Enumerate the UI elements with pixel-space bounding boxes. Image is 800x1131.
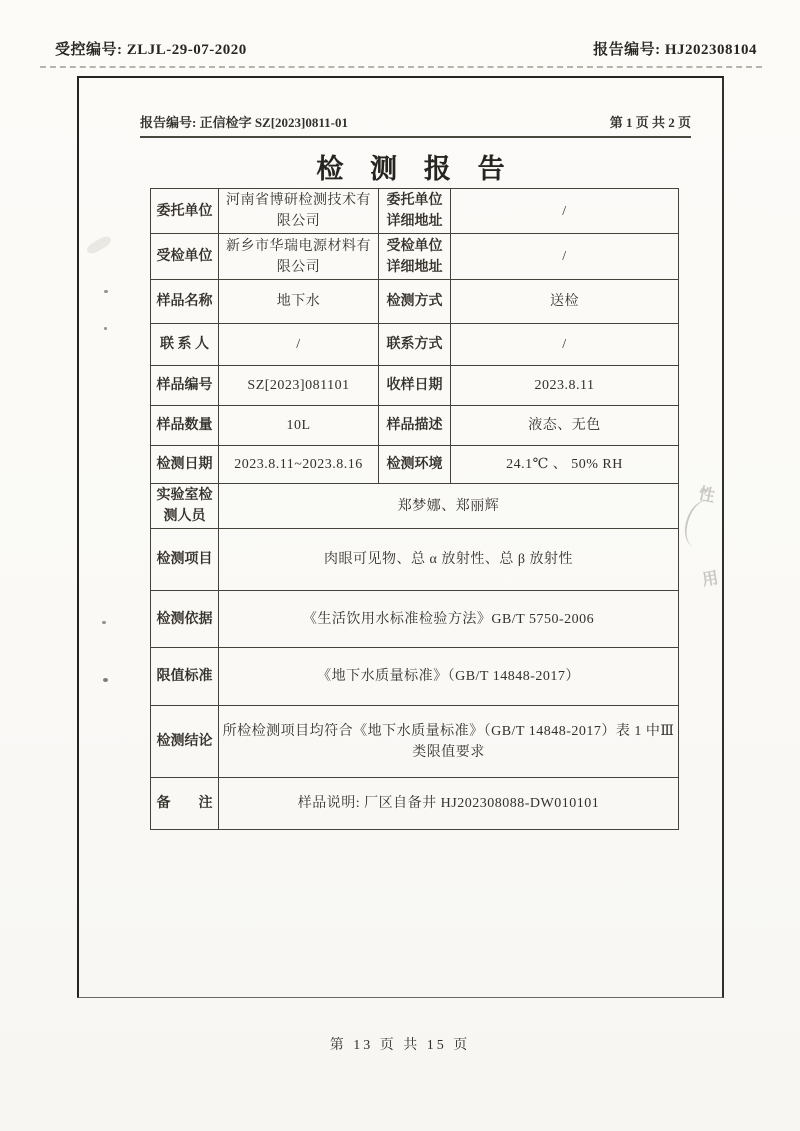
row-value: 样品说明: 厂区自备井 HJ202308088-DW010101: [219, 778, 679, 830]
table-row: [151, 778, 679, 830]
bleed-through-glyph: 用: [700, 569, 720, 590]
ink-speck: [104, 327, 107, 330]
row-label: 检测项目: [151, 529, 219, 591]
row-label: 受检单位详细地址: [379, 234, 451, 280]
row-label: 检测结论: [151, 706, 219, 778]
row-value: 24.1℃ 、 50% RH: [451, 446, 679, 484]
row-label: 备 注: [151, 778, 219, 830]
report-title: 检 测 报 告: [316, 154, 515, 184]
ink-speck: [104, 290, 108, 293]
row-label: 检测方式: [379, 280, 451, 324]
row-label: 检测环境: [379, 446, 451, 484]
row-value: /: [451, 324, 679, 366]
row-value: 10L: [219, 406, 379, 446]
table-row: [151, 324, 679, 366]
table-row: [151, 189, 679, 234]
row-value: /: [451, 189, 679, 234]
table-row: [151, 529, 679, 591]
row-label: 样品数量: [151, 406, 219, 446]
row-label: 委托单位: [151, 189, 219, 234]
control-number-value: ZLJL-29-07-2020: [126, 42, 247, 58]
report-number: [593, 38, 757, 59]
ink-speck: [102, 621, 106, 624]
row-label: 实验室检测人员: [151, 484, 219, 529]
row-value: 《生活饮用水标准检验方法》GB/T 5750-2006: [219, 591, 679, 648]
row-label: 样品描述: [379, 406, 451, 446]
table-row: [151, 366, 679, 406]
row-label: 检测日期: [151, 446, 219, 484]
row-value: /: [219, 324, 379, 366]
row-value: 河南省博研检测技术有限公司: [219, 189, 379, 234]
row-value: 地下水: [219, 280, 379, 324]
row-label: 限值标准: [151, 648, 219, 706]
page-footer: 第 13 页 共 15 页: [329, 1038, 471, 1053]
row-value: 《地下水质量标准》（GB/T 14848-2017）: [219, 648, 679, 706]
row-label: 联 系 人: [151, 324, 219, 366]
row-value: 郑梦娜、郑丽辉: [219, 484, 679, 529]
row-label: 收样日期: [379, 366, 451, 406]
report-number-value: HJ202308104: [664, 42, 757, 58]
row-label: 检测依据: [151, 591, 219, 648]
row-value: /: [451, 234, 679, 280]
table-row: [151, 406, 679, 446]
control-number: [55, 38, 247, 59]
row-value: 新乡市华瑞电源材料有限公司: [219, 234, 379, 280]
table-row: [151, 648, 679, 706]
table-row: [151, 591, 679, 648]
row-value: 液态、无色: [451, 406, 679, 446]
row-label: 联系方式: [379, 324, 451, 366]
inner-subheader: [140, 112, 691, 138]
row-value: 送检: [451, 280, 679, 324]
row-label: 委托单位详细地址: [379, 189, 451, 234]
table-row: [151, 280, 679, 324]
ink-speck: [103, 678, 108, 682]
row-value: 2023.8.11: [451, 366, 679, 406]
row-value: 肉眼可见物、总 α 放射性、总 β 放射性: [219, 529, 679, 591]
row-value: SZ[2023]081101: [219, 366, 379, 406]
page-indicator: 第 1 页 共 2 页: [609, 115, 691, 130]
top-header: [55, 38, 757, 59]
row-label: 样品编号: [151, 366, 219, 406]
row-label: 样品名称: [151, 280, 219, 324]
table-row: [151, 446, 679, 484]
table-row: [151, 484, 679, 529]
inner-report-number: 报告编号: 正信检字 SZ[2023]0811-01: [140, 115, 349, 130]
row-value: 2023.8.11~2023.8.16: [219, 446, 379, 484]
report-number-label: 报告编号:: [593, 42, 661, 58]
row-value: 所检检测项目均符合《地下水质量标准》（GB/T 14848-2017）表 1 中Ⅲ类限值要求: [219, 706, 679, 778]
report-info-table: [150, 188, 679, 830]
header-divider: [40, 66, 762, 68]
row-label: 受检单位: [151, 234, 219, 280]
bleed-through-glyph: 性: [696, 485, 717, 506]
table-row: [151, 234, 679, 280]
control-number-label: 受控编号:: [55, 42, 123, 58]
table-row: [151, 706, 679, 778]
